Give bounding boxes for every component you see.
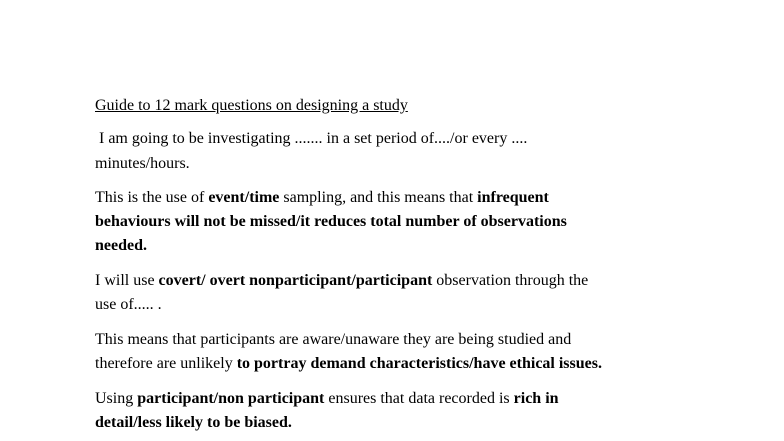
paragraph-sampling bbox=[95, 186, 695, 258]
bold-text: detail/less likely to be biased. bbox=[95, 414, 292, 431]
paragraph-text: sampling, and this means that bbox=[279, 189, 478, 206]
paragraph-observation bbox=[95, 269, 695, 317]
paragraph-text: use of..... . bbox=[95, 296, 162, 313]
paragraph-text: minutes/hours. bbox=[95, 155, 190, 172]
bold-text: to portray demand characteristics/have ethical issues. bbox=[236, 355, 602, 372]
document-title: Guide to 12 mark questions on designing a study bbox=[95, 97, 408, 114]
paragraph-data-quality bbox=[95, 387, 695, 435]
bold-text: needed. bbox=[95, 237, 147, 254]
paragraph-awareness bbox=[95, 328, 695, 376]
bold-text: infrequent bbox=[477, 189, 549, 206]
bold-text: covert/ overt nonparticipant/participant bbox=[158, 272, 433, 289]
document-body bbox=[95, 96, 695, 441]
bold-text: rich in bbox=[513, 390, 559, 407]
bold-text: behaviours will not be missed/it reduces total number of observations bbox=[95, 213, 567, 230]
paragraph-text: therefore are unlikely bbox=[95, 355, 237, 372]
bold-text: participant/non participant bbox=[137, 390, 325, 407]
paragraph-text: This is the use of bbox=[95, 189, 209, 206]
bold-text: event/time bbox=[208, 189, 280, 206]
paragraph-text: I am going to be investigating ....... in a set period of..../or every .... bbox=[95, 130, 528, 147]
paragraph-text: I will use bbox=[95, 272, 159, 289]
paragraph-text: observation through the bbox=[432, 272, 589, 289]
paragraph-investigation bbox=[95, 126, 695, 176]
paragraph-text: This means that participants are aware/unaware they are being studied and bbox=[95, 331, 572, 348]
paragraph-text: ensures that data recorded is bbox=[324, 390, 514, 407]
paragraph-text: Using bbox=[95, 390, 138, 407]
